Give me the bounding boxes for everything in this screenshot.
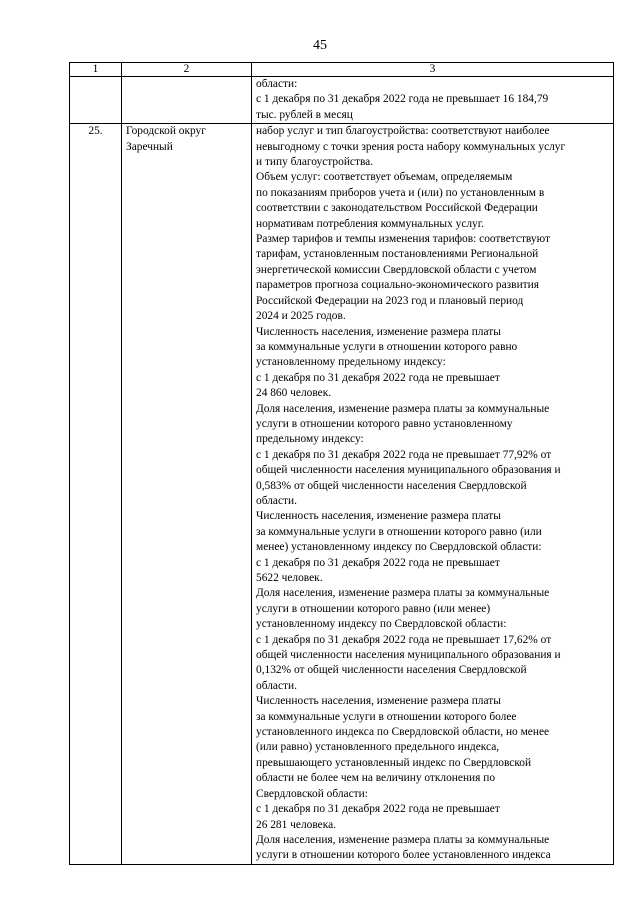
column-header-1: 1 <box>70 63 122 77</box>
description-line: Численность населения, изменение размера платы <box>256 325 501 338</box>
description-line: 0,583% от общей численности населения Свердловской <box>256 479 527 492</box>
description-line: с 1 декабря по 31 декабря 2022 года не превышает <box>256 556 500 569</box>
table-row-continuation <box>70 77 614 124</box>
description-line: Российской Федерации на 2023 год и плановый период <box>256 294 524 307</box>
description-line: Численность населения, изменение размера платы <box>256 695 501 708</box>
description-line: 26 281 человека. <box>256 818 336 831</box>
description-line: параметров прогноза социально-экономического развития <box>256 279 539 292</box>
description-line: с 1 декабря по 31 декабря 2022 года не превышает 16 184,79 <box>256 93 549 106</box>
municipality-cell <box>122 77 252 124</box>
description-line: 0,132% от общей численности населения Свердловской <box>256 664 527 677</box>
description-line: Размер тарифов и темпы изменения тарифов: соответствуют <box>256 233 550 246</box>
table-row-25 <box>70 124 614 865</box>
description-line: и типу благоустройства. <box>256 156 374 169</box>
row-number-cell: 25. <box>70 124 122 865</box>
description-line: области. <box>256 679 297 692</box>
description-line: общей численности населения муниципального образования и <box>256 649 561 662</box>
description-line: с 1 декабря по 31 декабря 2022 года не превышает 77,92% от <box>256 448 552 461</box>
description-line: 2024 и 2025 годов. <box>256 310 346 323</box>
description-line: Свердловской области: <box>256 787 368 800</box>
description-line: установленного индекса по Свердловской области, но менее <box>256 726 550 739</box>
description-line: набор услуг и тип благоустройства: соответствуют наиболее <box>256 125 550 138</box>
description-line: услуги в отношении которого равно (или менее) <box>256 602 491 615</box>
description-line: с 1 декабря по 31 декабря 2022 года не превышает <box>256 371 500 384</box>
table-header-row <box>70 63 614 77</box>
page-number: 45 <box>313 38 327 53</box>
description-line: установленному предельному индексу: <box>256 356 446 369</box>
description-line: по показаниям приборов учета и (или) по установленным в <box>256 186 545 199</box>
description-cell <box>252 77 614 124</box>
description-line: превышающего установленный индекс по Свердловской <box>256 756 532 769</box>
description-line: с 1 декабря по 31 декабря 2022 года не превышает 17,62% от <box>256 633 552 646</box>
column-header-2: 2 <box>122 63 252 77</box>
description-line: 24 860 человек. <box>256 387 332 400</box>
description-line: энергетической комиссии Свердловской области с учетом <box>256 263 537 276</box>
description-line: Доля населения, изменение размера платы за коммунальные <box>256 402 550 415</box>
description-line: Объем услуг: соответствует объемам, определяемым <box>256 171 513 184</box>
description-line: тарифам, установленным постановлениями Региональной <box>256 248 539 261</box>
municipality-cell <box>122 124 252 865</box>
document-table <box>69 62 614 865</box>
description-line: за коммунальные услуги в отношении которого равно <box>256 340 518 353</box>
municipality-name-line: Городской округ <box>126 125 206 138</box>
description-line: (или равно) установленного предельного индекса, <box>256 741 500 754</box>
description-line: соответствии с законодательством Российской Федерации <box>256 202 538 215</box>
description-line: общей численности населения муниципального образования и <box>256 464 561 477</box>
description-line: за коммунальные услуги в отношении которого равно (или <box>256 525 542 538</box>
description-line: услуги в отношении которого равно установленному <box>256 417 513 430</box>
description-line: нормативам потребления коммунальных услуг. <box>256 217 484 230</box>
description-line: Численность населения, изменение размера платы <box>256 510 501 523</box>
description-line: за коммунальные услуги в отношении которого более <box>256 710 517 723</box>
description-line: установленному индексу по Свердловской области: <box>256 618 507 631</box>
municipality-name-line: Заречный <box>126 140 173 153</box>
description-line: области. <box>256 494 297 507</box>
column-header-3: 3 <box>252 63 614 77</box>
description-line: тыс. рублей в месяц <box>256 108 353 121</box>
description-line: услуги в отношении которого более установленного индекса <box>256 849 551 862</box>
description-line: 5622 человек. <box>256 572 323 584</box>
description-line: области не более чем на величину отклонения по <box>256 772 496 785</box>
description-line: Доля населения, изменение размера платы за коммунальные <box>256 833 550 846</box>
description-line: невыгодному с точки зрения роста набору коммунальных услуг <box>256 140 566 153</box>
description-line: менее) установленному индексу по Свердловской области: <box>256 541 542 554</box>
description-line: области: <box>256 78 298 90</box>
description-cell <box>252 124 614 865</box>
row-number-cell <box>70 77 122 124</box>
description-line: Доля населения, изменение размера платы за коммунальные <box>256 587 550 600</box>
description-line: с 1 декабря по 31 декабря 2022 года не превышает <box>256 803 500 816</box>
description-line: предельному индексу: <box>256 433 364 446</box>
